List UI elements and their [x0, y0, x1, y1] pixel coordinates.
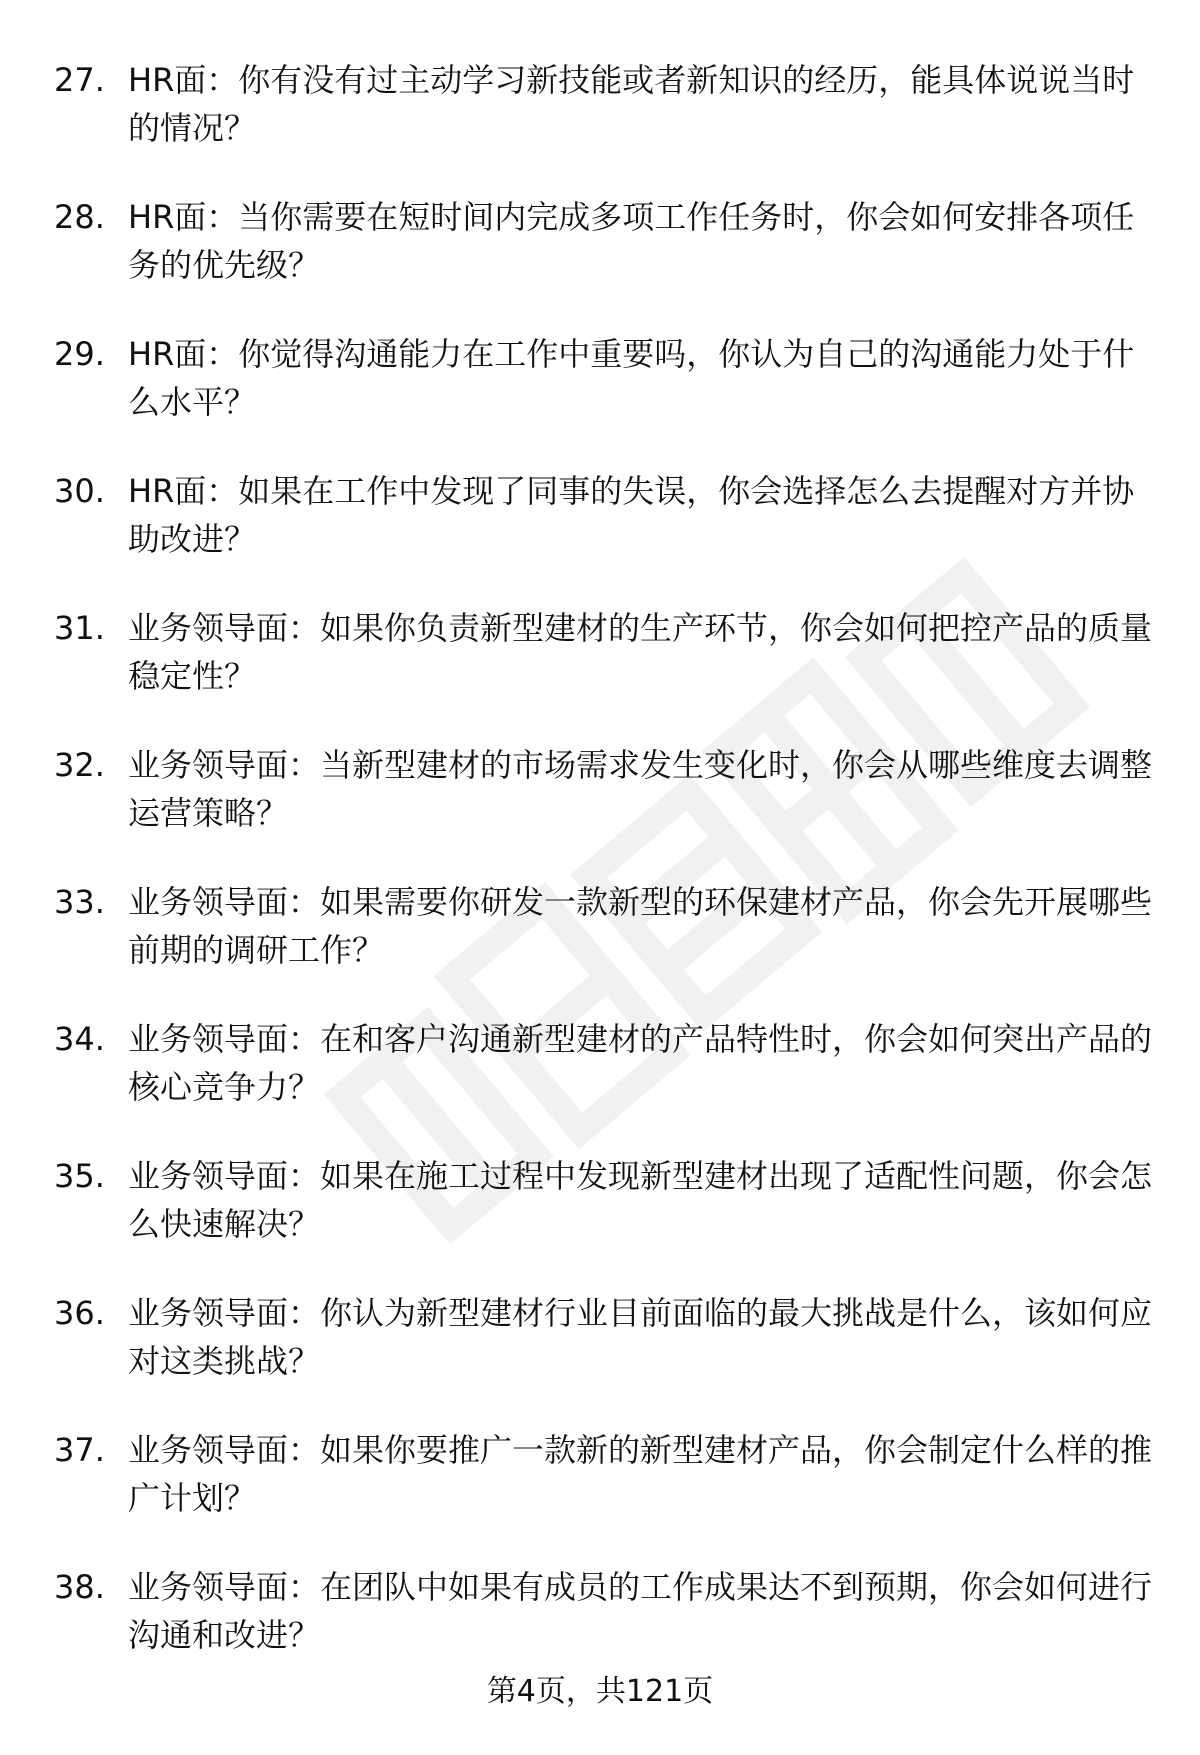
list-item [54, 56, 1164, 152]
question-number: 36. [54, 1294, 105, 1332]
list-item [54, 741, 1164, 837]
question-number: 32. [54, 746, 105, 784]
question-text: 业务领导面：你认为新型建材行业目前面临的最大挑战是什么，该如何应对这类挑战？ [128, 1294, 1153, 1380]
list-item [54, 193, 1164, 289]
question-number: 34. [54, 1020, 105, 1058]
list-item [54, 330, 1164, 426]
question-text: 业务领导面：在团队中如果有成员的工作成果达不到预期，你会如何进行沟通和改进？ [128, 1568, 1153, 1654]
question-text: 业务领导面：当新型建材的市场需求发生变化时，你会从哪些维度去调整运营策略？ [128, 746, 1153, 832]
list-item [54, 467, 1164, 563]
question-list [54, 56, 1164, 1700]
list-item [54, 1152, 1164, 1248]
question-number: 35. [54, 1157, 105, 1195]
list-item [54, 1015, 1164, 1111]
page-number-footer: 第4页，共121页 [486, 1674, 714, 1709]
list-item [54, 1426, 1164, 1522]
question-text: 业务领导面：如果在施工过程中发现新型建材出现了适配性问题，你会怎么快速解决？ [128, 1157, 1153, 1243]
list-item [54, 1289, 1164, 1385]
question-text: HR面：你有没有过主动学习新技能或者新知识的经历，能具体说说当时的情况？ [128, 61, 1135, 147]
question-text: 业务领导面：如果你负责新型建材的生产环节，你会如何把控产品的质量稳定性？ [128, 609, 1153, 695]
question-number: 38. [54, 1568, 105, 1606]
question-text: 业务领导面：如果你要推广一款新的新型建材产品，你会制定什么样的推广计划？ [128, 1431, 1153, 1517]
question-number: 31. [54, 609, 105, 647]
list-item [54, 878, 1164, 974]
list-item [54, 604, 1164, 700]
question-text: 业务领导面：在和客户沟通新型建材的产品特性时，你会如何突出产品的核心竞争力？ [128, 1020, 1153, 1106]
question-number: 28. [54, 198, 105, 236]
question-number: 30. [54, 472, 105, 510]
question-text: HR面：当你需要在短时间内完成多项工作任务时，你会如何安排各项任务的优先级？ [128, 198, 1135, 284]
question-number: 29. [54, 335, 105, 373]
question-number: 33. [54, 883, 105, 921]
list-item [54, 1563, 1164, 1659]
question-number: 37. [54, 1431, 105, 1469]
question-text: HR面：你觉得沟通能力在工作中重要吗，你认为自己的沟通能力处于什么水平？ [128, 335, 1135, 421]
question-text: 业务领导面：如果需要你研发一款新型的环保建材产品，你会先开展哪些前期的调研工作？ [128, 883, 1153, 969]
question-text: HR面：如果在工作中发现了同事的失误，你会选择怎么去提醒对方并协助改进？ [128, 472, 1135, 558]
question-number: 27. [54, 61, 105, 99]
